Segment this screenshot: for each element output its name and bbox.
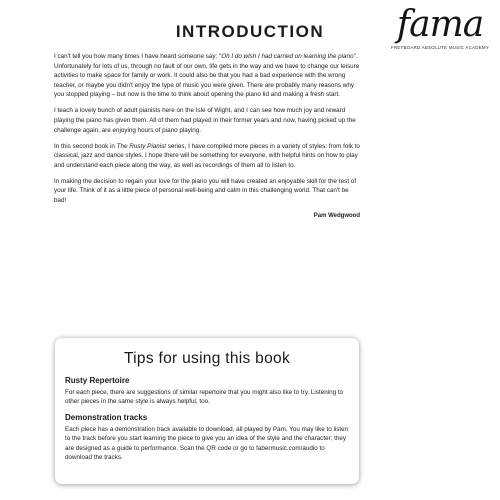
introduction-text — [54, 52, 360, 221]
author-signature: Pam Wedgwood — [313, 212, 360, 219]
tips-text-demonstration-tracks: Each piece has a demonstration track available to download, all played by Pam. You may like to listen to the track before you start learning the piece to give you an idea of the style and the character; they are designed as a guide to performance. Scan the QR code or go to fabermusic.com/audio to download the tracks. — [65, 425, 349, 462]
tips-body — [65, 376, 351, 468]
tips-text-rusty-repertoire: For each piece, there are suggestions of similar repertoire that you might also like to try. Listening to other pieces in the same style is always helpful, too. — [65, 389, 344, 406]
tips-title: Tips for using this book — [123, 350, 290, 367]
intro-paragraph-2: I teach a lovely bunch of adult pianists here on the Isle of Wight, and I can see how much joy and reward playing the piano has given them. All of them had played in their former years and now, having picked up the challenge again, are enjoying hours of piano playing. — [54, 107, 356, 134]
logo-tagline: FRETBOARD ABSOLUTE MUSIC ACADEMY — [390, 45, 490, 50]
intro-paragraph-1: I can't tell you how many times I have heard someone say: "Oh I do wish I had carried on learning the piano". Unfortunately for lots of us, through no fault of our own, life gets in the way and we have to change our leisure activities to make space for family or work. It could also be that you had a bad experience with the wrong teacher, or maybe you didn't enjoy the type of music you were given. There are probably many reasons why you stopped playing – but now is the time to think about opening the piano lid and making a fresh start. — [54, 53, 360, 99]
quote: Oh I do wish I had carried on learning the piano — [221, 53, 354, 60]
tips-heading-demonstration-tracks: Demonstration tracks — [65, 412, 148, 422]
intro-paragraph-4: In making the decision to regain your love for the piano you will have created an enjoyable skill for the rest of your life. Think of it as a little piece of personal well-being and calm in this challenging world. That can't be bad! — [54, 177, 357, 204]
logo-wordmark: fama — [396, 4, 484, 45]
intro-paragraph-3: In this second book in The Rusty Pianist series, I have compiled more pieces in a variety of styles: from folk to classical, jazz and dance styles. I hope there will be something for everyone, with helpful hints on how to play and understand each piece along the way, as well as recordings of them all to listen to. — [54, 142, 360, 169]
tips-box — [55, 338, 359, 484]
page-title: INTRODUCTION — [175, 22, 325, 41]
tips-heading-rusty-repertoire: Rusty Repertoire — [65, 376, 130, 385]
series-title: The Rusty Pianist — [116, 142, 167, 150]
